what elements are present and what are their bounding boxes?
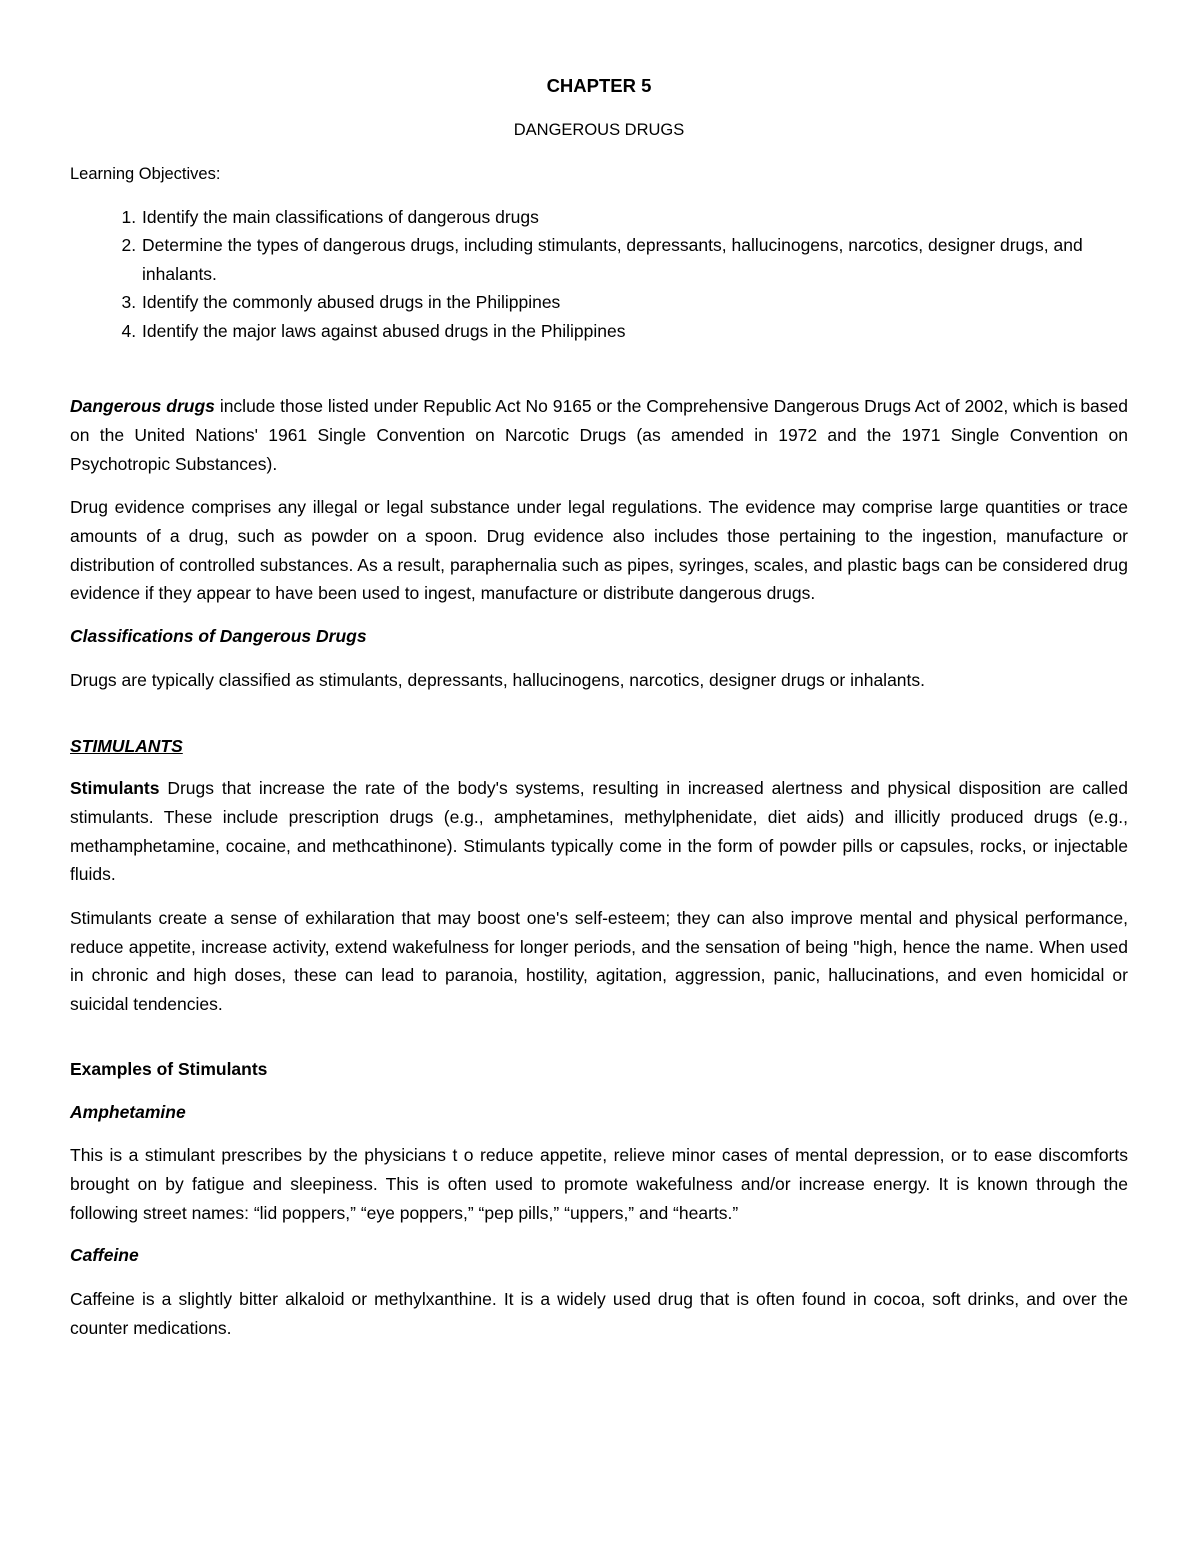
classifications-heading: Classifications of Dangerous Drugs	[70, 626, 367, 647]
stimulants-term: Stimulants	[70, 778, 160, 799]
objective-item: 1. Identify the main classifications of dangerous drugs	[141, 203, 1128, 232]
learning-objectives-label: Learning Objectives:	[70, 165, 221, 183]
dangerous-drugs-term: Dangerous drugs	[70, 396, 215, 417]
learning-objectives-list	[70, 203, 1128, 346]
stimulants-paragraph-2: Stimulants create a sense of exhilaration that may boost one's self-esteem; they can also improve mental and physical performance, reduce appetite, increase activity, extend wakefulness for longer periods, and the sensation of being "high, hence the name. When used in chronic and high doses, these can lead to paranoia, hostility, agitation, aggression, panic, hallucinations, and even homicidal or suicidal tendencies.	[70, 908, 1128, 1015]
document-page	[70, 70, 1128, 1342]
chapter-subtitle: DANGEROUS DRUGS	[513, 121, 685, 139]
objective-item: 4. Identify the major laws against abused drugs in the Philippines	[141, 317, 1128, 346]
amphetamine-paragraph: This is a stimulant prescribes by the physicians t o reduce appetite, relieve minor cases of mental depression, or to ease discomforts brought on by fatigue and sleepiness. This is often used to promote wakefulness and/or increase energy. It is known through the following street names: “lid poppers,” “eye poppers,” “pep pills,” “uppers,” and “hearts.”	[70, 1145, 1128, 1223]
stimulants-heading: STIMULANTS	[70, 735, 183, 756]
dangerous-drugs-paragraph	[70, 392, 1128, 478]
drug-evidence-paragraph: Drug evidence comprises any illegal or legal substance under legal regulations. The evidence may comprise large quantities or trace amounts of a drug, such as powder on a spoon. Drug evidence also includes those pertaining to the ingestion, manufacture or distribution of controlled substances. As a result, paraphernalia such as pipes, syringes, scales, and plastic bags can be considered drug evidence if they appear to have been used to ingest, manufacture or distribute dangerous drugs.	[70, 497, 1128, 604]
objective-item: 2. Determine the types of dangerous drugs, including stimulants, depressants, hallucinogens, narcotics, designer drugs, and inhalants.	[141, 231, 1128, 288]
stimulants-definition: Drugs that increase the rate of the body's systems, resulting in increased alertness and physical disposition are called stimulants. These include prescription drugs (e.g., amphetamines, methylphenidate, diet aids) and illicitly produced drugs (e.g., methamphetamine, cocaine, and methcathinone). Stimulants typically come in the form of powder pills or capsules, rocks, or injectable fluids.	[70, 778, 1128, 885]
dangerous-drugs-definition: include those listed under Republic Act No 9165 or the Comprehensive Dangerous Drugs Act of 2002, which is based on the United Nations' 1961 Single Convention on Narcotic Drugs (as amended in 1972 and the 1971 Single Convention on Psychotropic Substances).	[70, 396, 1128, 474]
caffeine-paragraph: Caffeine is a slightly bitter alkaloid or methylxanthine. It is a widely used drug that is often found in cocoa, soft drinks, and over the counter medications.	[70, 1289, 1128, 1338]
amphetamine-heading: Amphetamine	[70, 1101, 186, 1122]
caffeine-heading: Caffeine	[70, 1245, 139, 1266]
stimulants-paragraph-1	[70, 774, 1128, 889]
objective-item: 3. Identify the commonly abused drugs in the Philippines	[141, 288, 1128, 317]
chapter-title: CHAPTER 5	[546, 75, 652, 96]
classifications-paragraph: Drugs are typically classified as stimulants, depressants, hallucinogens, narcotics, designer drugs or inhalants.	[70, 669, 926, 690]
examples-heading: Examples of Stimulants	[70, 1058, 268, 1079]
